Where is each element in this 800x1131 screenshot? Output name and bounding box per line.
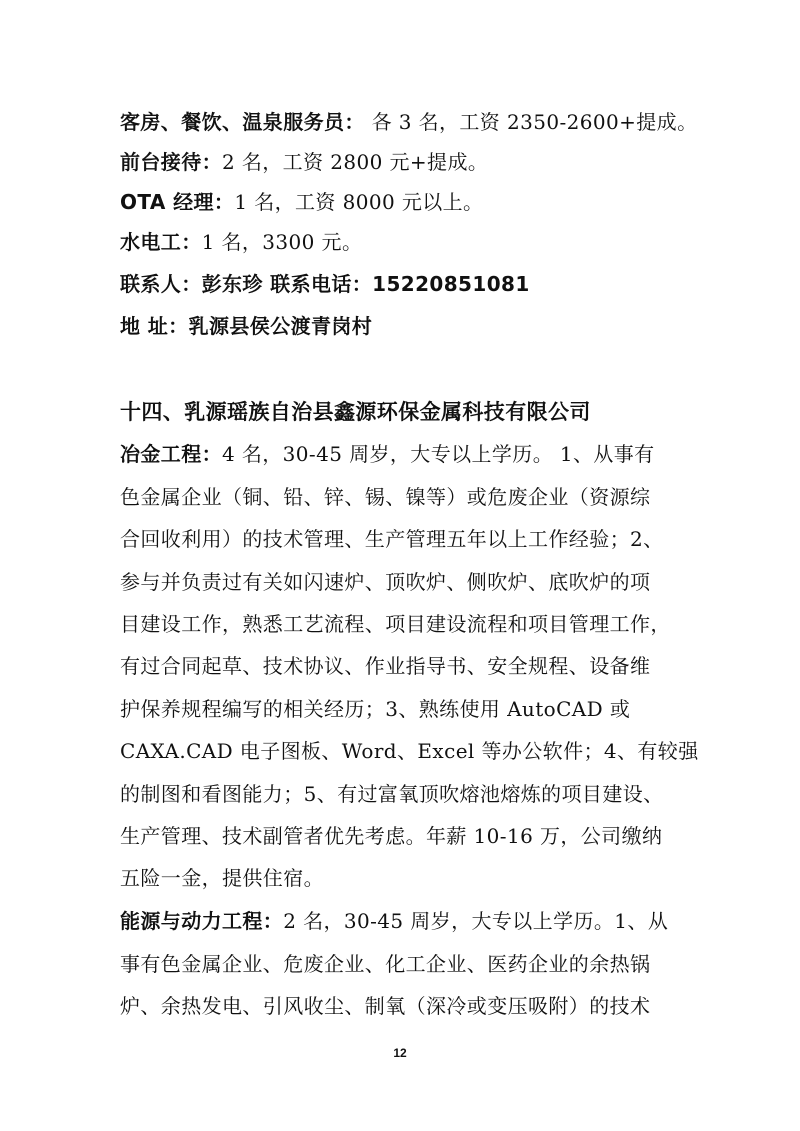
job-title: 前台接待： <box>120 150 222 174</box>
address: 地 址：乳源县侯公渡青岗村 <box>120 314 373 338</box>
job-title: 水电工： <box>120 230 202 254</box>
job-electrician <box>120 228 700 256</box>
job-title: 客房、餐饮、温泉服务员： <box>120 110 365 134</box>
metallurgy-line: CAXA.CAD 电子图板、Word、Excel 等办公软件；4、有较强 <box>120 739 699 763</box>
contact-info: 联系人：彭东珍 联系电话：15220851081 <box>120 272 530 296</box>
metallurgy-line: 有过合同起草、技术协议、作业指导书、安全规程、设备维 <box>120 654 651 678</box>
metallurgy-line: 生产管理、技术副管者优先考虑。年薪 10-16 万，公司缴纳 <box>120 824 663 848</box>
company-heading: 十四、乳源瑶族自治县鑫源环保金属科技有限公司 <box>120 400 591 424</box>
energy-line: 事有色金属企业、危废企业、化工企业、医药企业的余热锅 <box>120 952 651 976</box>
job-detail: 2 名，工资 2800 元+提成。 <box>222 150 489 174</box>
job-detail: 2 名，30-45 周岁，大专以上学历。1、从 <box>283 909 669 933</box>
metallurgy-line: 参与并负责过有关如闪速炉、顶吹炉、侧吹炉、底吹炉的项 <box>120 570 651 594</box>
metallurgy-line <box>120 440 700 468</box>
metallurgy-line: 色金属企业（铜、铅、锌、锡、镍等）或危废企业（资源综 <box>120 485 651 509</box>
energy-line <box>120 907 700 935</box>
job-detail: 1 名，3300 元。 <box>201 230 363 254</box>
metallurgy-line: 五险一金，提供住宿。 <box>120 866 324 890</box>
metallurgy-line: 目建设工作，熟悉工艺流程、项目建设流程和项目管理工作， <box>120 612 671 636</box>
metallurgy-line: 合回收利用）的技术管理、生产管理五年以上工作经验；2、 <box>120 527 664 551</box>
page-number: 12 <box>393 1046 407 1060</box>
energy-line: 炉、余热发电、引风收尘、制氧（深冷或变压吸附）的技术 <box>120 994 651 1018</box>
job-detail: 1 名，工资 8000 元以上。 <box>234 190 484 214</box>
job-ota-manager <box>120 188 700 216</box>
job-title: OTA 经理： <box>120 190 235 214</box>
job-detail: 各 3 名，工资 2350-2600+提成。 <box>364 110 698 134</box>
job-title: 冶金工程： <box>120 442 222 466</box>
job-front-desk <box>120 148 700 176</box>
metallurgy-line: 的制图和看图能力；5、有过富氧顶吹熔池熔炼的项目建设、 <box>120 782 664 806</box>
job-detail: 4 名，30-45 周岁，大专以上学历。 1、从事有 <box>222 442 655 466</box>
job-room-service <box>120 108 700 136</box>
job-title: 能源与动力工程： <box>120 909 284 933</box>
metallurgy-line: 护保养规程编写的相关经历；3、熟练使用 AutoCAD 或 <box>120 697 631 721</box>
